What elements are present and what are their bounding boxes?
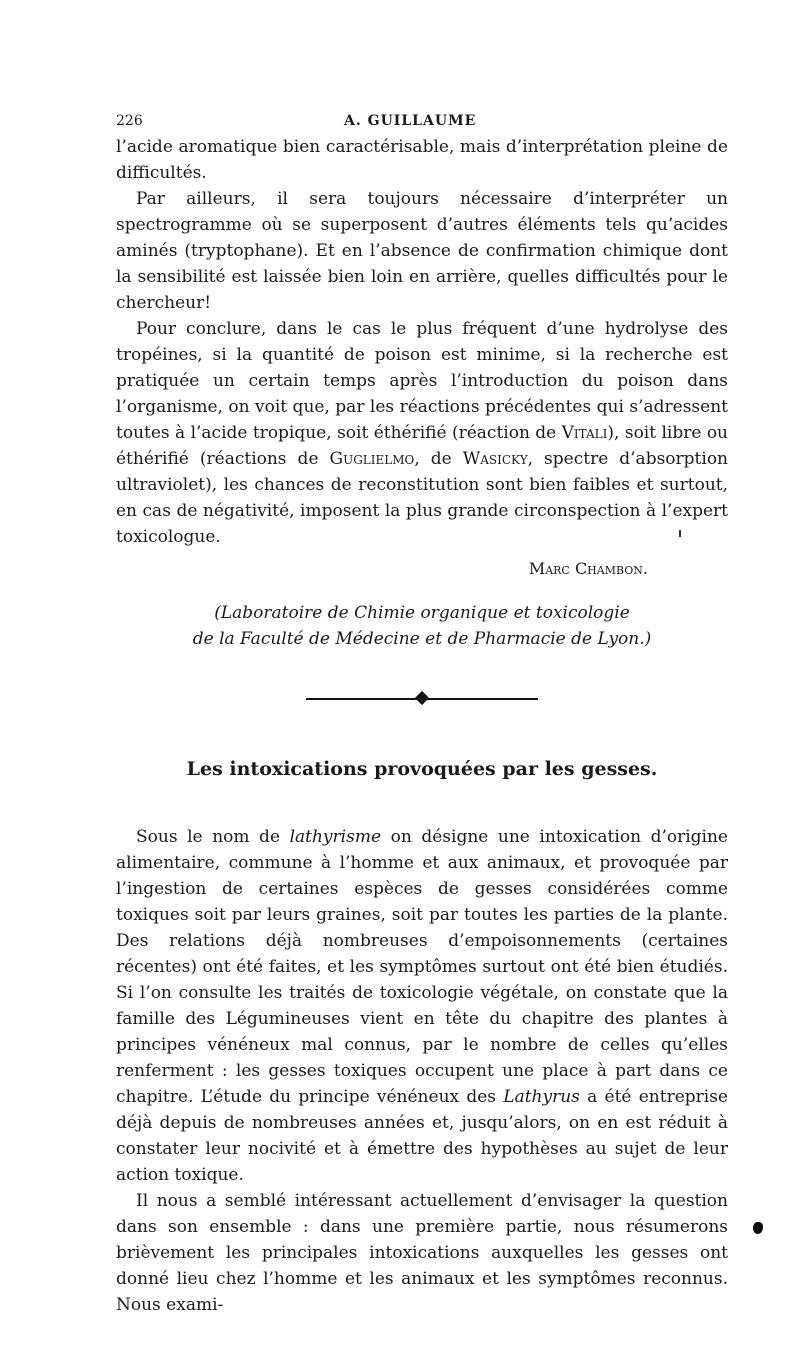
affiliation	[116, 600, 728, 652]
affiliation-line: (Laboratoire de Chimie organique et toxicologie	[214, 603, 630, 623]
italic-term: lathyrisme	[289, 827, 382, 847]
diamond-ornament-icon	[415, 691, 429, 705]
affiliation-line: de la Faculté de Médecine et de Pharmacie de Lyon.)	[192, 629, 652, 649]
text-run: , spectre d’absorption ultraviolet), les chances de reconstitution sont bien faibles et surtout, en cas de négativité, imposent la plus grande circonspection à l’expert toxicologue.	[116, 449, 728, 547]
text-run: on désigne une intoxication d’origine alimentaire, commune à l’homme et aux animaux, et provoquée par l’ingestion de certaines espèces de gesses considérées comme toxiques soit par leurs graines, soit par toutes les parties de la plante. Des relations déjà nombreuses d’empoisonnements (certaines récentes) ont été faites, et les symptômes surtout ont été bien étudiés. Si l’on consulte les traités de toxicologie végétale, on constate que la famille des Légumineuses vient en tête du chapitre des plantes à principes vénéneux mal connus, par le nombre de celles qu’elles renferment : les gesses toxiques occupent une place à part dans ce chapitre. L’étude du principe vénéneux des	[116, 827, 728, 1107]
body-paragraph	[116, 316, 728, 550]
text-run: ), soit libre ou éthérifié (réactions de	[116, 423, 729, 469]
text-run: , de	[414, 449, 463, 469]
author-name: Wasicky	[462, 449, 528, 469]
running-head	[116, 108, 728, 134]
author-name: Guglielmo	[329, 449, 415, 469]
text-run: Sous le nom de	[136, 827, 290, 847]
ink-blot-icon	[753, 1222, 763, 1234]
document-page	[116, 108, 728, 1318]
section-separator	[306, 692, 538, 706]
text-run: a été entreprise déjà depuis de nombreuses années et, jusqu’alors, on en est réduit à constater leur nocivité et à émettre des hypothèses au sujet de leur action toxique.	[116, 1087, 728, 1185]
text-run: Pour conclure, dans le cas le plus fréquent d’une hydrolyse des tropéines, si la quantité de poison est minime, si la recherche est pratiquée un certain temps après l’introduction du poison dans l’organisme, on voit que, par les réactions précédentes qui s’adressent toutes à l’acide tropique, soit éthérifié (réaction de	[116, 319, 728, 443]
body-paragraph	[116, 824, 728, 1188]
signature: Marc Chambon.	[528, 559, 648, 578]
author-name: Vitali	[561, 423, 608, 443]
body-paragraph: Par ailleurs, il sera toujours nécessaire d’interpréter un spectrogramme où se superposent d’autres éléments tels qu’acides aminés (tryptophane). Et en l’absence de confirmation chimique dont la sensibilité est laissée bien loin en arrière, quelles difficultés pour le chercheur!	[116, 189, 728, 313]
page-number: 226	[116, 113, 143, 129]
section-title: Les intoxications provoquées par les gesses.	[186, 758, 658, 780]
body-paragraph: l’acide aromatique bien caractérisable, mais d’interprétation pleine de difficultés.	[116, 137, 728, 183]
body-paragraph: Il nous a semblé intéressant actuellement d’envisager la question dans son ensemble : dans une première partie, nous résumerons brièvement les principales intoxications auxquelles les gesses ont donné lieu chez l’homme et les animaux et les symptômes reconnus. Nous exami-	[116, 1191, 728, 1315]
italic-genus: Lathyrus	[503, 1087, 580, 1107]
margin-mark	[679, 530, 681, 537]
running-title: A. GUILLAUME	[344, 113, 477, 129]
